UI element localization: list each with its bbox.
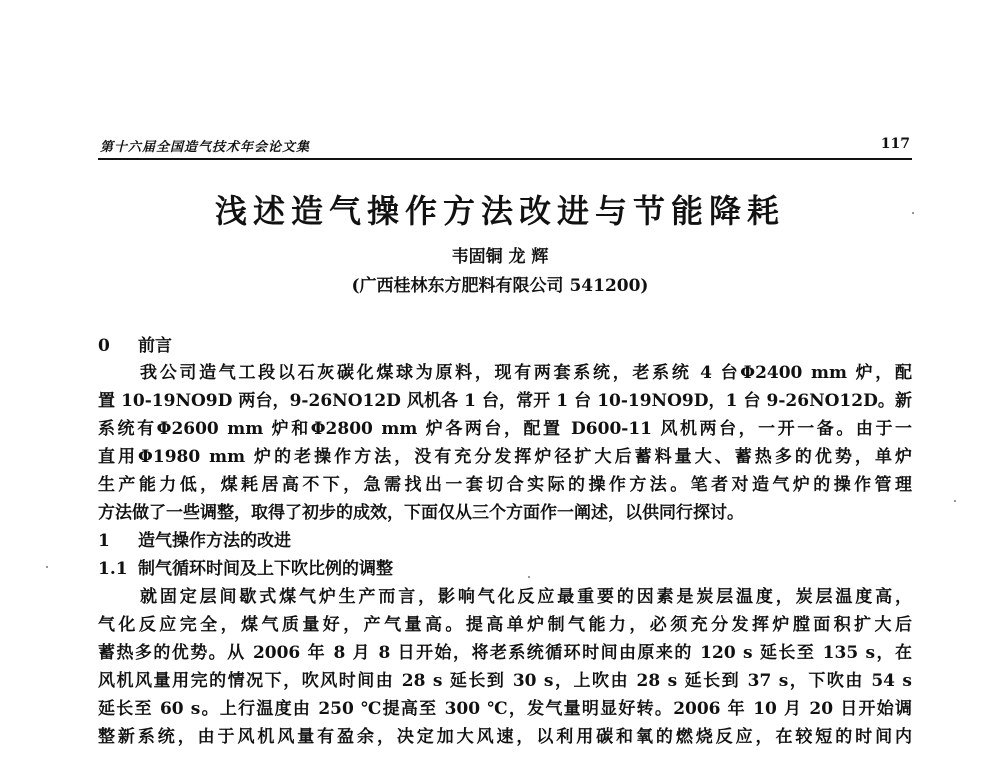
- paragraph-line: 方法做了一些调整，取得了初步的成效，下面仅从三个方面作一阐述，以供同行探讨。: [98, 503, 744, 523]
- section-1-heading: [98, 526, 291, 551]
- paragraph-line: 风机风量用完的情况下，吹风时间由 28 s 延长到 30 s，上吹由 28 s 延长到 37 s，下吹由 54 s: [98, 671, 912, 691]
- section-0-heading: [98, 331, 172, 356]
- paragraph-line: 生产能力低，煤耗居高不下，急需找出一套切合实际的操作方法。笔者对造气炉的操作管理: [98, 475, 912, 495]
- paragraph-line: 气化反应完全，煤气质量好，产气量高。提高单炉制气能力，必须充分发挥炉膛面积扩大后: [98, 615, 912, 635]
- running-header: [98, 136, 912, 160]
- page-number: 117: [880, 136, 910, 152]
- paragraph-line: 直用Φ1980 mm 炉的老操作方法，没有充分发挥炉径扩大后蓄料量大、蓄热多的优势，单炉: [98, 447, 912, 467]
- section-title: 前言: [138, 336, 172, 356]
- section-title: 造气操作方法的改进: [138, 531, 291, 551]
- paragraph-line: 置 10-19NO9D 两台，9-26NO12D 风机各 1 台，常开 1 台 10-19NO9D，1 台 9-26NO12D。新: [98, 391, 912, 411]
- section-title: 制气循环时间及上下吹比例的调整: [138, 559, 393, 579]
- paragraph-line: 整新系统，由于风机风量有盈余，决定加大风速，以利用碳和氧的燃烧反应，在较短的时间内: [98, 727, 912, 747]
- section-number: 1.1: [98, 559, 128, 579]
- scan-speck: [46, 566, 48, 568]
- journal-title: 第十六届全国造气技术年会论文集: [100, 140, 311, 155]
- authors: 韦固铜 龙 辉: [451, 247, 549, 267]
- paragraph-line: 就固定层间歇式煤气炉生产而言，影响气化反应最重要的因素是炭层温度，炭层温度高，: [140, 587, 912, 607]
- scan-speck: [912, 212, 914, 214]
- paper-title: 浅述造气操作方法改进与节能降耗: [214, 192, 785, 230]
- section-1-1-heading: [98, 554, 393, 579]
- paragraph-line: 系统有Φ2600 mm 炉和Φ2800 mm 炉各两台，配置 D600-11 风机两台，一开一备。由于一: [98, 419, 912, 439]
- paragraph-line: 蓄热多的优势。从 2006 年 8 月 8 日开始，将老系统循环时间由原来的 120 s 延长至 135 s，在: [98, 643, 912, 663]
- section-number: 0: [98, 336, 110, 356]
- affiliation: (广西桂林东方肥料有限公司 541200): [351, 276, 649, 296]
- scan-speck: [528, 576, 530, 578]
- paragraph-line: 我公司造气工段以石灰碳化煤球为原料，现有两套系统，老系统 4 台Φ2400 mm 炉，配: [140, 363, 912, 383]
- paragraph-line: 延长至 60 s。上行温度由 250 ℃提高至 300 ℃，发气量明显好转。2006 年 10 月 20 日开始调: [98, 699, 912, 719]
- section-number: 1: [98, 531, 110, 551]
- scan-speck: [954, 500, 956, 502]
